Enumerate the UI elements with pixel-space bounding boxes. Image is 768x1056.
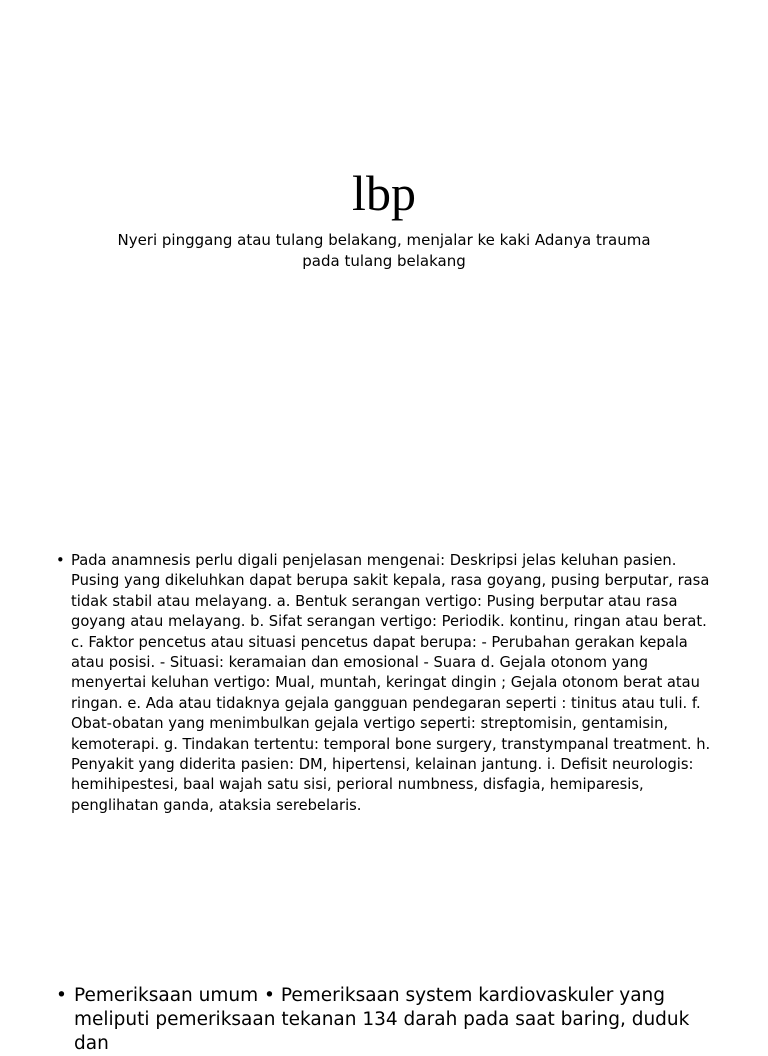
bullet-text-anamnesis: Pada anamnesis perlu digali penjelasan mengenai: Deskripsi jelas keluhan pasien. Pusing yang dikeluhkan dapat berupa sakit kepala, rasa goyang, pusing berputar, rasa tidak stabil atau melayang. a. Bentuk serangan vertigo: Pusing berputar atau rasa goyang atau melayang. b. Sifat serangan vertigo: Periodik. kontinu, ringan atau berat. c. Faktor pencetus atau situasi pencetus dapat berupa: - Perubahan gerakan kepala atau posisi. - Situasi: keramaian dan emosional - Suara d. Gejala otonom yang menyertai keluhan vertigo: Mual, muntah, keringat dingin ; Gejala otonom berat atau ringan. e. Ada atau tidaknya gejala gangguan pendegaran seperti : tinitus atau tuli. f. Obat-obatan yang menimbulkan gejala vertigo seperti: streptomisin, gentamisin, kemoterapi. g. Tindakan tertentu: temporal bone surgery, transtympanal treatment. h. Penyakit yang diderita pasien: DM, hipertensi, kelainan jantung. i. Defisit neurologis: hemihipestesi, baal wajah satu sisi, perioral numbness, disfagia, hemiparesis, penglihatan ganda, ataksia serebelaris. — [71, 552, 711, 814]
bullet-item-anamnesis — [56, 551, 716, 816]
slide-subtitle: Nyeri pinggang atau tulang belakang, menjalar ke kaki Adanya trauma pada tulang belakang — [117, 231, 651, 270]
bullet-marker: • — [56, 552, 65, 569]
bullet-item-pemeriksaan — [56, 984, 716, 1056]
bullet-text-pemeriksaan: Pemeriksaan umum • Pemeriksaan system kardiovaskuler yang meliputi pemeriksaan tekanan 134 darah pada saat baring, duduk dan — [74, 985, 690, 1054]
slide-title: lbp — [352, 165, 416, 221]
bullet-marker: • — [56, 985, 67, 1006]
